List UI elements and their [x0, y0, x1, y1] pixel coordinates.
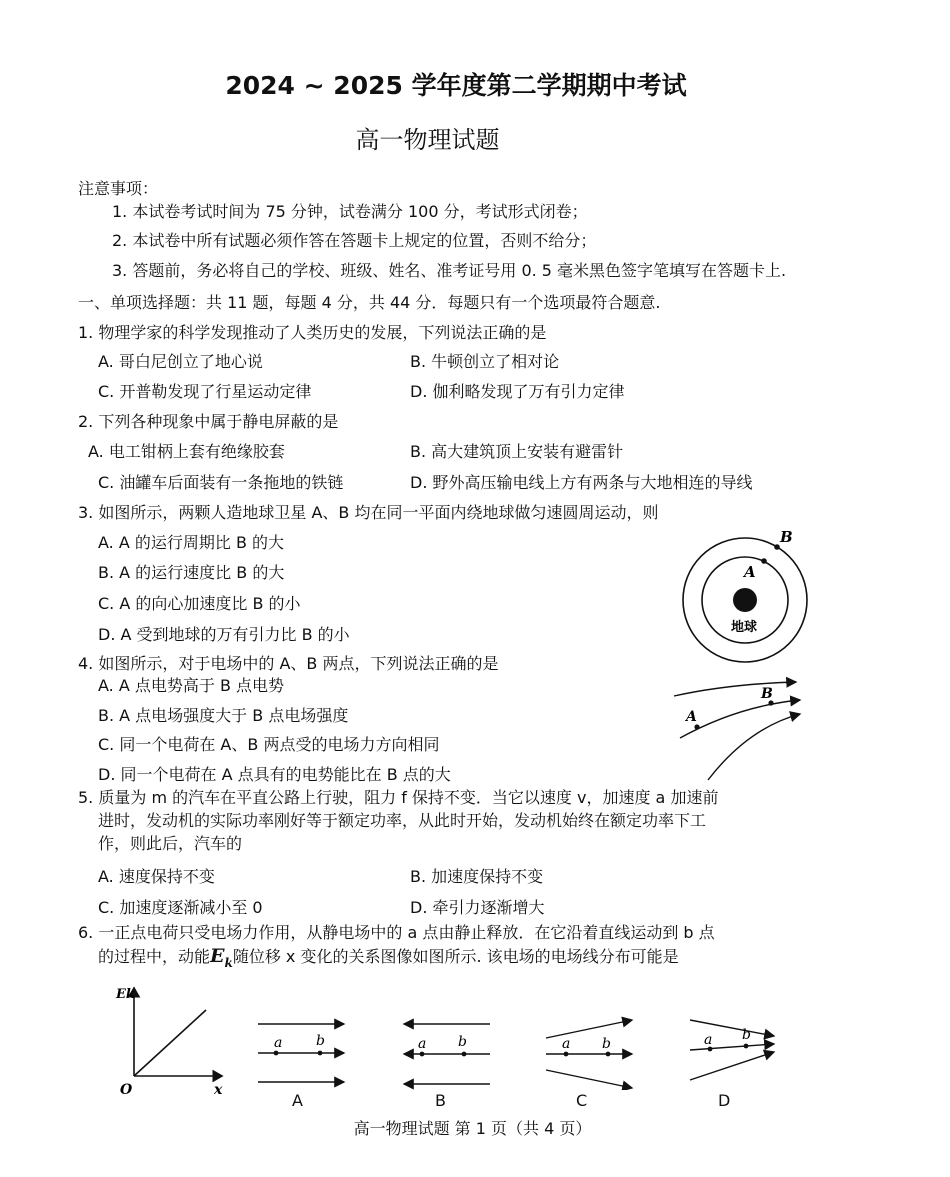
choice-label-a: A [292, 1091, 303, 1110]
origin-label: O [120, 1082, 133, 1098]
option-d: D. 同一个电荷在 A 点具有的电势能比在 B 点的大 [98, 765, 451, 784]
choice-label-d: D [718, 1091, 731, 1110]
question-stem-line: 进时，发动机的实际功率刚好等于额定功率，从此时开始，发动机始终在额定功率下工 [98, 811, 707, 830]
label-b: b [602, 1036, 611, 1052]
y-axis-label: Ek [116, 987, 135, 1002]
field-diagram-c [540, 1010, 640, 1090]
choice-label-b: B [435, 1091, 446, 1110]
field-line [708, 714, 800, 780]
question-stem: 4. 如图所示，对于电场中的 A、B 两点，下列说法正确的是 [78, 654, 499, 673]
field-line [680, 700, 800, 738]
exam-subtitle: 高一物理试题 [355, 126, 500, 154]
choice-label-c: C [576, 1091, 588, 1110]
exam-title: 2024 ~ 2025 学年度第二学期期中考试 [225, 71, 687, 100]
option-a: A. 哥白尼创立了地心说 [98, 352, 263, 371]
label-b: b [316, 1033, 325, 1049]
satellite-orbit-figure [678, 525, 818, 665]
notice-heading: 注意事项： [78, 179, 159, 198]
label-a: A [686, 709, 697, 725]
electric-field-figure [668, 672, 808, 784]
ek-x-graph [110, 980, 230, 1100]
option-a: A. 电工钳柄上套有绝缘胶套 [88, 442, 285, 461]
ek-symbol: $E_k$ [210, 945, 233, 970]
satellite-b [774, 544, 780, 550]
option-c: C. 开普勒发现了行星运动定律 [98, 382, 312, 401]
option-b: B. A 点电场强度大于 B 点电场强度 [98, 706, 349, 725]
option-b: B. 加速度保持不变 [410, 867, 544, 886]
question-stem-line: 6. 一正点电荷只受电场力作用，从静电场中的 a 点由静止释放．在它沿着直线运动到 b 点 [78, 923, 715, 942]
option-a: A. A 的运行周期比 B 的大 [98, 533, 285, 552]
question-stem-line: 作，则此后，汽车的 [98, 834, 243, 853]
section-heading: 一、单项选择题：共 11 题，每题 4 分，共 44 分．每题只有一个选项最符合题意. [78, 293, 661, 312]
field-diagram-a [252, 1010, 352, 1090]
notice-item: 1. 本试卷考试时间为 75 分钟，试卷满分 100 分，考试形式闭卷； [112, 202, 588, 221]
question-stem: 1. 物理学家的科学发现推动了人类历史的发展，下列说法正确的是 [78, 323, 547, 342]
field-diagram-d [684, 1010, 784, 1090]
option-d: D. 牵引力逐渐增大 [410, 898, 545, 917]
label-b: b [742, 1027, 751, 1043]
option-c: C. 加速度逐渐减小至 0 [98, 898, 263, 917]
notice-item: 2. 本试卷中所有试题必须作答在答题卡上规定的位置，否则不给分； [112, 231, 597, 250]
label-a: a [562, 1036, 571, 1052]
ek-line [134, 1010, 206, 1076]
label-b: b [458, 1034, 467, 1050]
earth [733, 588, 757, 612]
option-d: D. 伽利略发现了万有引力定律 [410, 382, 625, 401]
page-footer: 高一物理试题 第 1 页（共 4 页） [353, 1119, 592, 1138]
satellite-a [761, 558, 767, 564]
label-a: A [744, 563, 756, 581]
option-d: D. 野外高压输电线上方有两条与大地相连的导线 [410, 473, 753, 492]
option-b: B. A 的运行速度比 B 的大 [98, 563, 285, 582]
label-b: B [761, 686, 773, 702]
option-d: D. A 受到地球的万有引力比 B 的小 [98, 625, 350, 644]
option-b: B. 牛顿创立了相对论 [410, 352, 560, 371]
option-a: A. 速度保持不变 [98, 867, 215, 886]
field-diagram-b [398, 1010, 498, 1090]
question-stem: 2. 下列各种现象中属于静电屏蔽的是 [78, 412, 339, 431]
notice-item: 3. 答题前，务必将自己的学校、班级、姓名、准考证号用 0. 5 毫米黑色签字笔填写在答题卡上. [112, 261, 787, 280]
option-c: C. A 的向心加速度比 B 的小 [98, 594, 301, 613]
point-a [694, 724, 699, 729]
option-c: C. 同一个电荷在 A、B 两点受的电场力方向相同 [98, 735, 440, 754]
question-stem-line: 5. 质量为 m 的汽车在平直公路上行驶，阻力 f 保持不变．当它以速度 v，加速度 a 加速前 [78, 788, 719, 807]
label-a: a [704, 1032, 713, 1048]
question-stem-line: 的过程中，动能$E_k$随位移 x 变化的关系图像如图所示. 该电场的电场线分布可能是 [98, 945, 679, 970]
option-c: C. 油罐车后面装有一条拖地的铁链 [98, 473, 344, 492]
label-earth: 地球 [731, 620, 758, 635]
x-axis-label: x [214, 1082, 223, 1098]
label-a: a [418, 1036, 427, 1052]
label-a: a [274, 1035, 283, 1051]
field-line [674, 682, 796, 696]
option-b: B. 高大建筑顶上安装有避雷针 [410, 442, 624, 461]
option-a: A. A 点电势高于 B 点电势 [98, 676, 285, 695]
question-stem: 3. 如图所示，两颗人造地球卫星 A、B 均在同一平面内绕地球做匀速圆周运动，则 [78, 503, 659, 522]
label-b: B [780, 528, 793, 546]
